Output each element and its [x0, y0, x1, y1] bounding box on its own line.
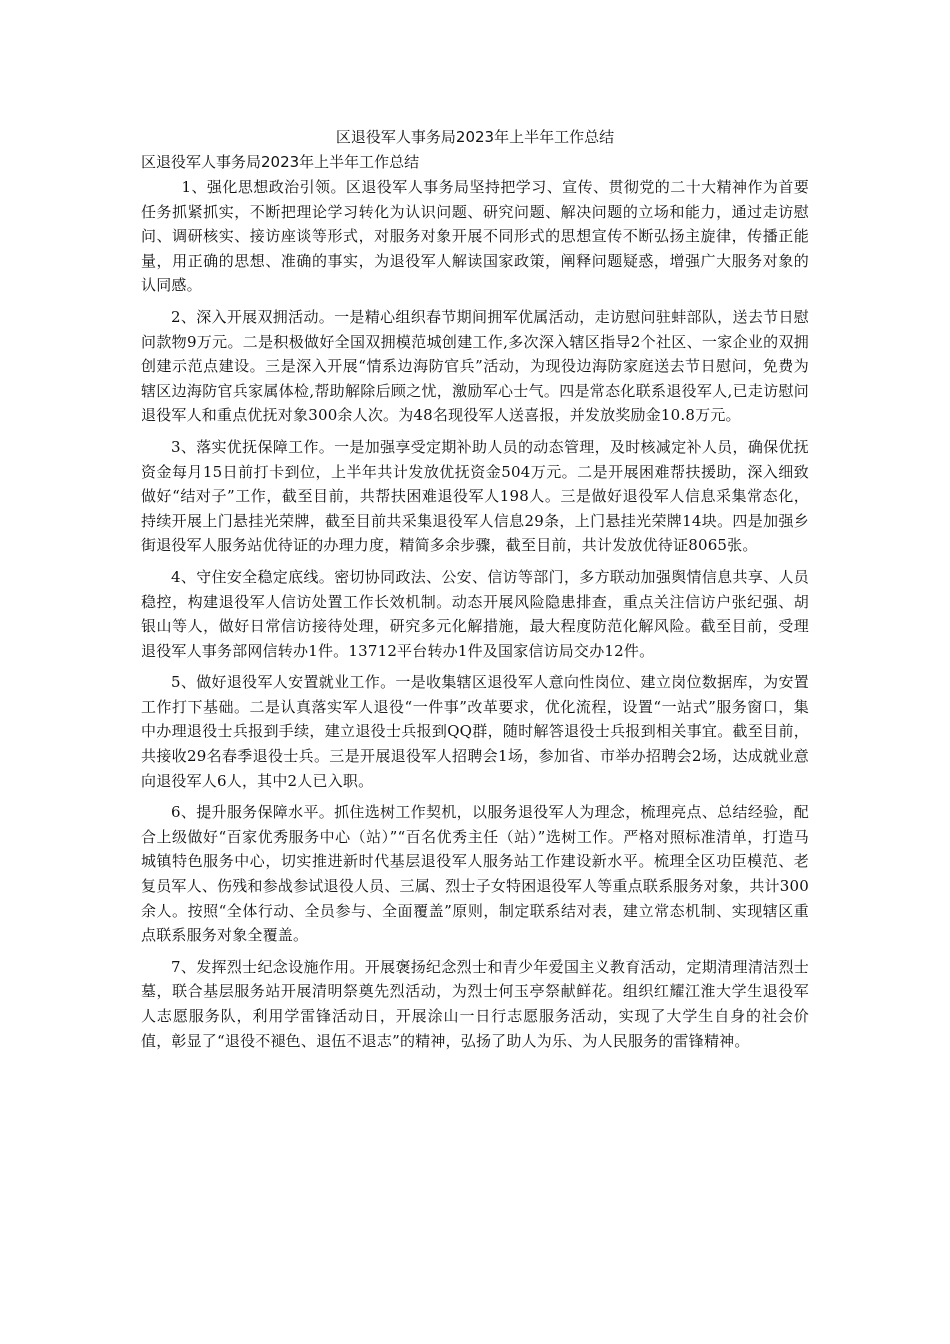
document-page	[141, 125, 809, 1053]
paragraph-3: 3、落实优抚保障工作。一是加强享受定期补助人员的动态管理，及时核减定补人员，确保优抚资金每月15日前打卡到位，上半年共计发放优抚资金504万元。二是开展困难帮扶援助，深入细致做好“结对子”工作，截至目前，共帮扶困难退役军人198人。三是做好退役军人信息采集常态化，持续开展上门悬挂光荣牌，截至目前共采集退役军人信息29条，上门悬挂光荣牌14块。四是加强乡街退役军人服务站优待证的办理力度，精简多余步骤，截至目前，共计发放优待证8065张。	[141, 437, 809, 555]
paragraph-1: 1、强化思想政治引领。区退役军人事务局坚持把学习、宣传、贯彻党的二十大精神作为首要任务抓紧抓实，不断把理论学习转化为认识问题、研究问题、解决问题的立场和能力，通过走访慰问、调研核实、接访座谈等形式，对服务对象开展不同形式的思想宣传不断弘扬主旋律，传播正能量，用正确的思想、准确的事实，为退役军人解读国家政策，阐释问题疑惑，增强广大服务对象的认同感。	[141, 178, 809, 295]
document-subtitle: 区退役军人事务局2023年上半年工作总结	[141, 153, 420, 171]
paragraph-5: 5、做好退役军人安置就业工作。一是收集辖区退役军人意向性岗位、建立岗位数据库，为安置工作打下基础。二是认真落实军人退役“一件事”改革要求，优化流程，设置“一站式”服务窗口，集中办理退役士兵报到手续，建立退役士兵报到QQ群，随时解答退役士兵报到相关事宜。截至目前，共接收29名春季退役士兵。三是开展退役军人招聘会1场，参加省、市举办招聘会2场，达成就业意向退役军人6人，其中2人已入职。	[141, 673, 809, 790]
paragraph-6: 6、提升服务保障水平。抓住选树工作契机，以服务退役军人为理念，梳理亮点、总结经验，配合上级做好“百家优秀服务中心（站）”“百名优秀主任（站）”选树工作。严格对照标准清单，打造马城镇特色服务中心，切实推进新时代基层退役军人服务站工作建设新水平。梳理全区功臣模范、老复员军人、伤残和参战参试退役人员、三属、烈士子女特困退役军人等重点联系服务对象，共计300余人。按照“全体行动、全员参与、全面覆盖”原则，制定联系结对表，建立常态机制、实现辖区重点联系服务对象全覆盖。	[141, 803, 809, 945]
paragraph-4: 4、守住安全稳定底线。密切协同政法、公安、信访等部门，多方联动加强舆情信息共享、人员稳控，构建退役军人信访处置工作长效机制。动态开展风险隐患排查，重点关注信访户张纪强、胡银山等人，做好日常信访接待处理，研究多元化解措施，最大程度防范化解风险。截至目前，受理退役军人事务部网信转办1件。13712平台转办1件及国家信访局交办12件。	[141, 567, 809, 660]
document-title: 区退役军人事务局2023年上半年工作总结	[335, 128, 615, 146]
paragraph-2: 2、深入开展双拥活动。一是精心组织春节期间拥军优属活动，走访慰问驻蚌部队，送去节日慰问款物9万元。二是积极做好全国双拥模范城创建工作,多次深入辖区指导2个社区、一家企业的双拥创建示范点建设。三是深入开展“情系边海防官兵”活动，为现役边海防家庭送去节日慰问，免费为辖区边海防官兵家属体检,帮助解除后顾之忧，激励军心士气。四是常态化联系退役军人,已走访慰问退役军人和重点优抚对象300余人次。为48名现役军人送喜报，并发放奖励金10.8万元。	[141, 307, 809, 425]
paragraph-7: 7、发挥烈士纪念设施作用。开展褒扬纪念烈士和青少年爱国主义教育活动，定期清理清洁烈士墓，联合基层服务站开展清明祭奠先烈活动，为烈士何玉亭祭献鲜花。组织红耀江淮大学生退役军人志愿服务队，利用学雷锋活动日，开展涂山一日行志愿服务活动，实现了大学生自身的社会价值，彰显了“退役不褪色、退伍不退志”的精神，弘扬了助人为乐、为人民服务的雷锋精神。	[141, 957, 809, 1050]
